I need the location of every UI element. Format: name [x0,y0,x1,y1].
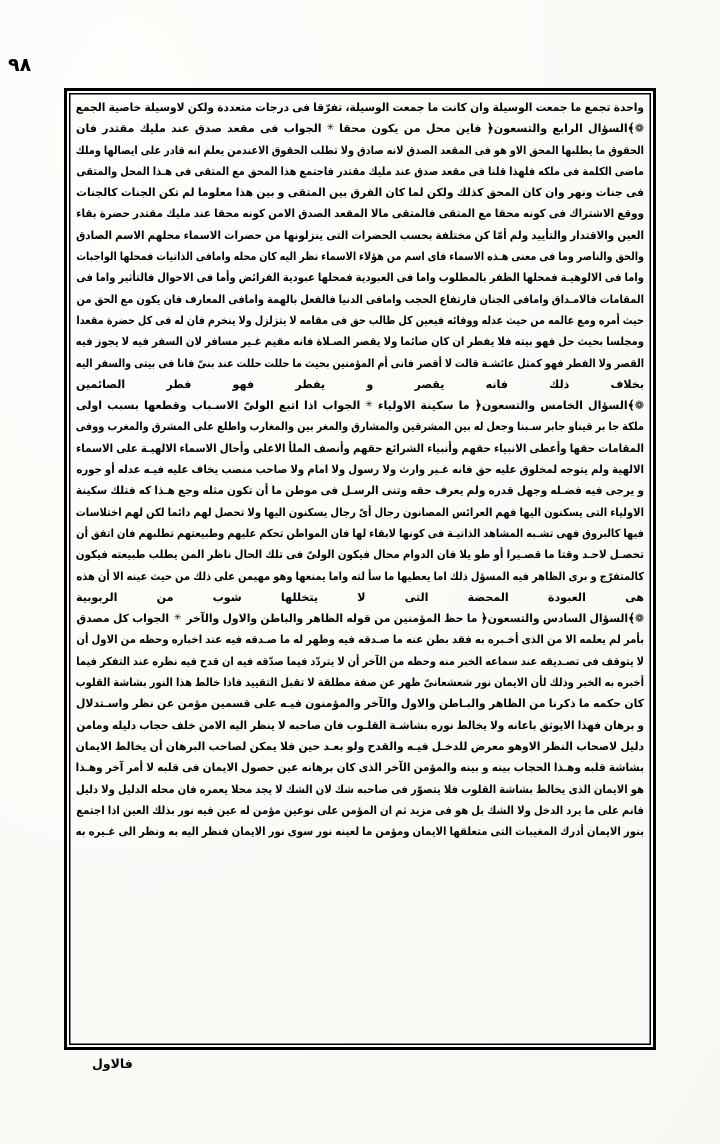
manuscript-line [76,182,644,203]
line-text: فى جنات ونهر وان كان المحق كذلك ولكن لما كان الفرق بين المتقى و بين هذا معلوما لم تكن الجنات كالجنات [76,186,644,200]
answer-label: الجواب [132,612,170,626]
line-text: المقامات فالامـداق وامافى الجنان فارتفاع الحجب وامافى الدنيا فالفعل بالهمة وامافى المعارف فان يكون مع الحق من [76,292,644,306]
brace-open-icon: ﴾ [627,121,635,136]
manuscript-line [76,140,644,161]
manuscript-line [76,587,644,608]
manuscript-line [76,523,644,544]
manuscript-line [76,651,644,672]
line-text: فانم على ما يرد الدخل ولا الشك بل هو فى مزيد ثم ان المؤمن على نوعين مؤمن له عين فيه نور بذلك العين اذا اجتمع [76,803,644,817]
manuscript-line [76,310,644,331]
section-heading-line [76,395,644,416]
answer-label: الجواب [322,399,361,413]
line-text: دليل لاصحاب النظر الاوهو معرض للدخـل فيـه والقدح ولو بعـد حين فلا يمكن لصاحب البرهان أن يخالط الايمان [76,739,644,753]
section-star-icon: ✳ [326,123,335,134]
manuscript-line [76,480,644,501]
manuscript-line [76,203,644,224]
section-heading-text: السؤال السادس والتسعون [487,612,629,626]
question-marker-icon: ❁ [634,612,644,626]
section-star-icon: ✳ [365,400,373,411]
manuscript-line [76,629,644,650]
line-text: اذا اتبع الولىّ الاسـباب وقطعها بسبب اولى [76,399,318,413]
line-text: المقامات حقها وأعطى الانبياء حقهم وأنبياء الشرائع حقهم وأنصف الملأ الاعلى وأحال الاسماء الالهيـة على الاسماء [76,441,644,455]
manuscript-line [76,225,644,246]
line-text: فيها كالبروق فهى تشـبه المشاهد الذاتيـة فى كونها لابقاء لها فان المواطن تحكم عليهم وطبيعتهم تطلبهم فان اتفق أن [76,526,644,540]
line-text: ماضى الكلمة فى ملكه فلهذا قلنا فى مقعد صدق عند مليك مقتدر فاجتمع هذا المحق مع المتقى فى هـذا المحل والمتقى [76,164,644,178]
line-text: كالمتفرّج و برى الظاهر فيه المسؤل ذلك اما يعطيها ما سأ لته واما يمنعها وهو مهيمن على ذلك من حيث عينه الا أن هذه [76,569,644,583]
question-prompt-text: فاين محل من يكون محقا [339,122,482,136]
line-text: بشاشة قلبه وهـذا الحجاب بينه و بينه والمؤمن الآخر الذى كان برهانه عين حصول الايمان فى قلبه لا أمر آخر وهـذا [76,761,644,775]
line-text: بأمر لم يعلمه الا من الذى أخـبره به فقد بطن عنه ما صـدقه فيه وظهر له ما صـدقه فيه عند اخباره وحظه من الاول أن [76,633,644,647]
manuscript-line [76,800,644,821]
line-text: الاولياء التى يسكنون اليها فهم العرائس المصانون رجال أىّ رجال يسكنون اليها ولا تحصل لهم دائما لكن لهم اختلاسات [76,505,644,519]
line-text: هى العبودة المحضة التى لا يتخللها شوب من الربوبية [76,590,644,604]
line-text: بنور الايمان أدرك المغيبات التى متعلقها الايمان ومؤمن ما لعينه نور سوى نور الايمان فنظر اليه به ونظر الى غـيره به [76,825,644,839]
manuscript-line [76,161,644,182]
question-marker-icon: ❁ [634,122,644,136]
line-text: ملكة جا بر قيناو جابر سـبنا وجعل له بين المشرقين والمشارق والمغر بين والمغارب واطلع على المشرق والمغرب ووفى [76,420,644,434]
line-text: الالهية ولم يتوجه لمخلوق عليه حق فانه غـير وارث ولا رسول ولا امام ولا صاحب منصب يخاف عليه فيـه عدله أو جوره [76,463,644,477]
line-text: واما فى الالوهيـة فمحلها الظفر بالمطلوب واما فى العبودية فمحلها عبودية الفرائض وأما فى الاحوال فالتأثير واما فى [76,271,644,285]
line-text: كان حكمه ما ذكرنا من الظاهر والبـاطن والاول والآخر والمؤمنون فيـه على قسمين مؤمن عن نظر واسـتدلال [76,697,644,711]
section-heading-line [76,608,644,629]
line-text: فى مقعد صدق عند مليك مقتدر فان [76,122,279,136]
text-frame-inner [76,97,644,1041]
manuscript-line [76,821,644,842]
line-text: العين والاقتدار والتأييد ولم أمّا كن مختلفة بحسب الحضرات التى ينزلونها من حضرات الاسماء محلهم الاسم الصادق [76,228,644,242]
manuscript-text-body [76,97,644,842]
line-text: تحصـل لاحـد وقتا ما قصـيرا أو طو يلا فان الدوام محال فيكون الولىّ فى تلك الحال ناظر المن يطلب طبيعته فيكون [76,548,644,562]
manuscript-line [76,566,644,587]
text-frame-border [64,88,656,1050]
section-star-icon: ✳ [173,613,182,624]
section-heading-line [76,118,644,139]
line-text: و برهان فهذا الايوثق باعانه ولا يخالط نوره بشاشـة القلـوب فان صاحبه لا ينظر اليه الامن خلف حجاب دليله ومامن [76,718,644,732]
brace-open-icon: ﴾ [628,611,635,626]
folio-number-value: ٩٨ [8,54,32,76]
brace-close-icon: ﴿ [486,121,494,136]
manuscript-line [76,353,644,374]
manuscript-line [76,779,644,800]
line-text: كل مصدق [76,612,129,626]
line-text: والحق والناصر وما فى معنى هـذه الاسماء فاى اسم من هؤلاء الاسماء نظر اليه كان محله وامافى الذاتيات فمحلها الواجبات [76,250,644,264]
line-text: ووقع الاشتراك فى كونه محقا مع المتقى فالمتقى مالا المقعد الصدق الامن كونه محقا عند مليك مقتدر حضرة بقاء [76,207,644,221]
manuscript-line [76,459,644,480]
brace-close-icon: ﴿ [480,611,488,626]
line-text: و يرجى فيه فضـله وجهل قدره ولم يعرف حقه وتنى الرسـل فى موطن ما أن تكون مثله وجع هـذا كه فتلك سكينة [76,484,644,498]
manuscript-line [76,502,644,523]
line-text: القصر ولا الفطر فهو كمثل عائشـة قالت لا أقصر فانى أم المؤمنين بحيث ما حللت حللت عند بنىّ فانا فى بيتى والسفر اليه [76,356,644,370]
manuscript-line [76,736,644,757]
brace-close-icon: ﴿ [474,398,482,413]
catchword-text: فالاول [92,1056,133,1071]
manuscript-line [76,374,644,395]
line-text: واحدة تجمع ما جمعت الوسيلة وان كانت ما جمعت الوسيلة، تفرّقا فى درجات متعددة ولكن لاوسيلة خاصية الجمع [76,101,644,114]
manuscript-line [76,246,644,267]
line-text: أخبره به الخبر وذلك لأن الايمان نور شعشعانىّ ظهر عن صفة مطلقة لا تقبل التقييد فاذا خالط هذا النور بشاشة القلوب [76,676,644,690]
line-text: هو الايمان الذى يخالط بشاشة القلوب فلا يتصوّر فى صاحبه شك لان الشك لا يجد محلا يعمره فان محله الدليل ولا دليل [76,782,644,796]
manuscript-line [76,331,644,352]
line-text: الحقوق ما يطلبها المحق الاو هو فى المقعد الصدق لانه صادق ولا تطلب الحقوق الاعندمن يعلم انه قادر على ايصالها وملك [76,143,644,157]
manuscript-line [76,544,644,565]
line-text: بخلاف ذلك فانه يقصر و يفطر فهو فطر الصائمين [76,377,644,391]
line-text: حيث أمره ومع عالمه من حيث عدله ووفائه فيعين كل طالب حق فى مقامه لا يتزلزل ولا ينخرم فان له فى كل حضرة مقعدا [76,313,644,327]
folio-number [0,54,648,76]
manuscript-line [76,289,644,310]
line-text: ومجلسا بحيث حل فهو بيته فلا يفطر ان كان صائما ولا يقصر الصـلاة فانه مقيم غـير مسافر لان السفر فيه لا يجوز فيه [76,335,644,349]
manuscript-line [76,97,644,118]
manuscript-line [76,416,644,437]
manuscript-line [76,438,644,459]
question-marker-icon: ❁ [634,399,644,413]
manuscript-line [76,715,644,736]
catchword [92,1056,133,1071]
manuscript-line [76,757,644,778]
question-prompt-text: ما حظ المؤمنين من قوله الظاهر والباطن والاول والآخر [186,612,478,626]
line-text: لا يتوقف فى تصـديقه عند سماعه الخبر منه وحظه من الآخر أن لا يتردّد فيما صدّقه فيه ان قدح فيه نظره عند التفكر فيما [76,654,644,668]
manuscript-line [76,693,644,714]
manuscript-line [76,267,644,288]
question-prompt-text: ما سكينة الاولياء [377,399,470,413]
manuscript-line [76,672,644,693]
answer-label: الجواب [283,122,322,136]
section-heading-text: السؤال الخامس والتسعون [481,399,628,413]
brace-open-icon: ﴾ [627,398,635,413]
section-heading-text: السؤال الرابع والتسعون [493,122,628,136]
